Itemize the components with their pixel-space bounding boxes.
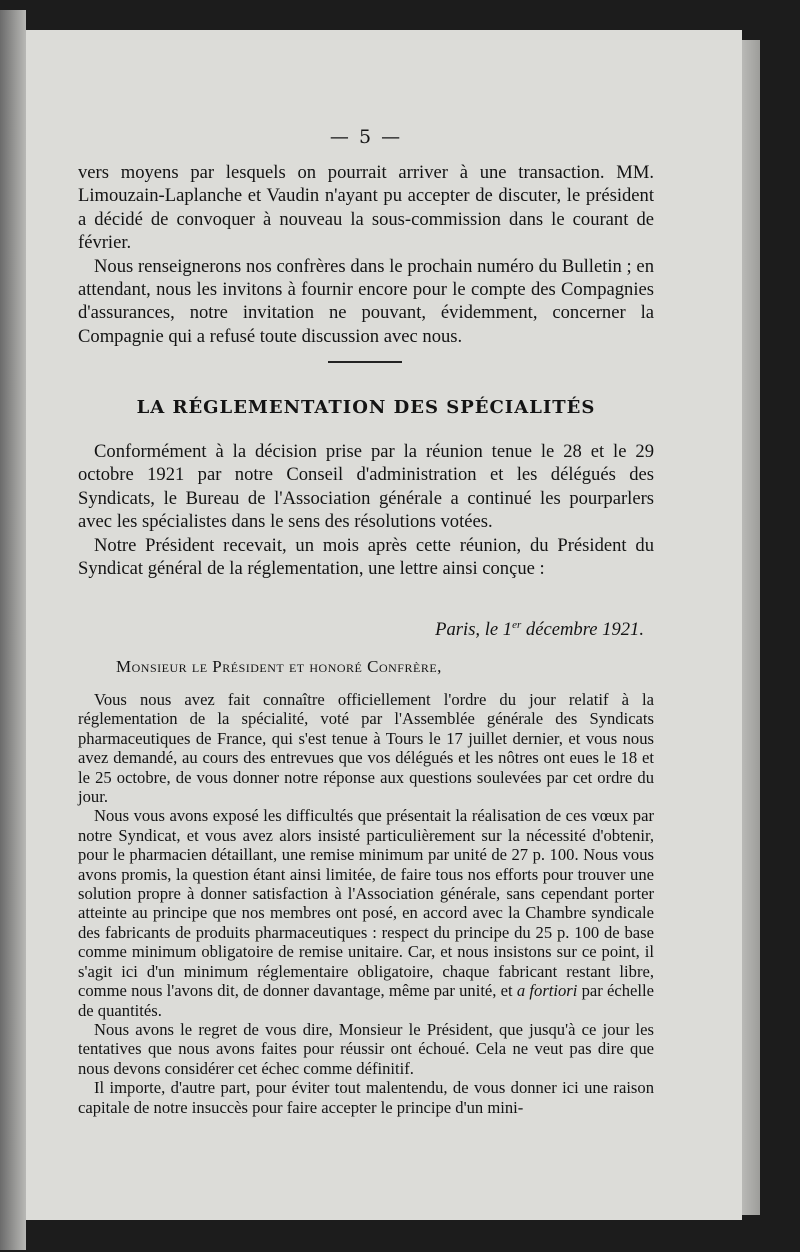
letter-text: par échelle de quantités. — [78, 981, 655, 1020]
continued-text — [78, 161, 654, 348]
date-superscript: er — [512, 619, 522, 631]
letter-text: Nous vous avons exposé les difficultés que présentait la réalisation de ces vœux par notre Syndicat, et vous avez alors insisté particulièrement sur la nécessité d'obtenir, pour le pharmacien détaillant, une remise minimum par unité de 27 p. 100. Nous vous avons promis, la question étant ainsi limitée, de faire tous nos efforts pour trouver une solution propre à donner satisfaction à l'Association générale, sans cependant porter atteinte au principe que nos membres ont posé, en accord avec la Chambre syndicale des fabricants de produits pharmaceutiques : respect du principe du 25 p. 100 de base comme minimum obligatoire de remise unitaire. Car, et nous insistons sur ce point, il s'agit ici d'un minimum réglementaire obligatoire, chaque fabricant restant libre, comme nous l'avons dit, de donner davantage, même par unité, et — [78, 806, 654, 1001]
paragraph: Notre Président recevait, un mois après cette réunion, du Président du Syndicat général de la réglementation, une lettre ainsi conçue : — [78, 534, 654, 580]
section-divider — [328, 361, 402, 363]
date-prefix: Paris, le 1 — [435, 619, 513, 641]
italic-phrase: a fortiori — [516, 981, 578, 1001]
section-heading: LA RÉGLEMENTATION DES SPÉCIALITÉS — [136, 397, 596, 418]
letter-salutation: Monsieur le Président et honoré Confrère, — [116, 657, 442, 676]
page-number: — 5 — — [329, 126, 403, 148]
letter-paragraph: Il importe, d'autre part, pour éviter tout malentendu, de vous donner ici une raison capitale de notre insuccès pour faire accepter le principe d'un mini- — [78, 1078, 654, 1117]
letter-paragraph: Nous avons le regret de vous dire, Monsieur le Président, que jusqu'à ce jour les tentatives que nous avons faites pour réussir ont échoué. Cela ne veut pas dire que nous devons considérer cet échec comme définitif. — [78, 1019, 654, 1078]
paragraph: vers moyens par lesquels on pourrait arriver à une transaction. MM. Limouzain-Laplanche et Vaudin n'ayant pu accepter de discuter, le président a décidé de convoquer à nouveau la sous-commission dans le courant de février. — [78, 162, 654, 254]
letter-paragraph: Vous nous avez fait connaître officiellement l'ordre du jour relatif à la réglementation de la spécialité, voté par l'Assemblée générale des Syndicats pharmaceutiques de France, qui s'est tenue à Tours le 17 juillet dernier, et vous nous avez demandé, au cours des entrevues que vos délégués et les nôtres ont eues le 18 et le 25 octobre, de vous donner notre réponse aux questions soulevées par cet ordre du jour. — [78, 690, 654, 807]
section-text — [78, 440, 654, 580]
date-suffix: décembre 1921. — [521, 619, 644, 641]
letter-paragraph — [78, 806, 654, 1019]
letter-date — [78, 619, 644, 641]
document-page — [26, 30, 742, 1220]
paragraph: Conformément à la décision prise par la réunion tenue le 28 et le 29 octobre 1921 par notre Conseil d'administration et les délégués des Syndicats, le Bureau de l'Association générale a continué les pourparlers avec les spécialistes dans le sens des résolutions votées. — [78, 441, 654, 533]
paragraph: Nous renseignerons nos confrères dans le prochain numéro du Bulletin ; en attendant, nous les invitons à fournir encore pour le compte des Compagnies d'assurances, notre invitation ne pouvant, évidemment, concerner la Compagnie qui a refusé toute discussion avec nous. — [78, 255, 654, 347]
adjacent-page-edge — [0, 10, 26, 1250]
letter-body — [78, 690, 654, 1117]
